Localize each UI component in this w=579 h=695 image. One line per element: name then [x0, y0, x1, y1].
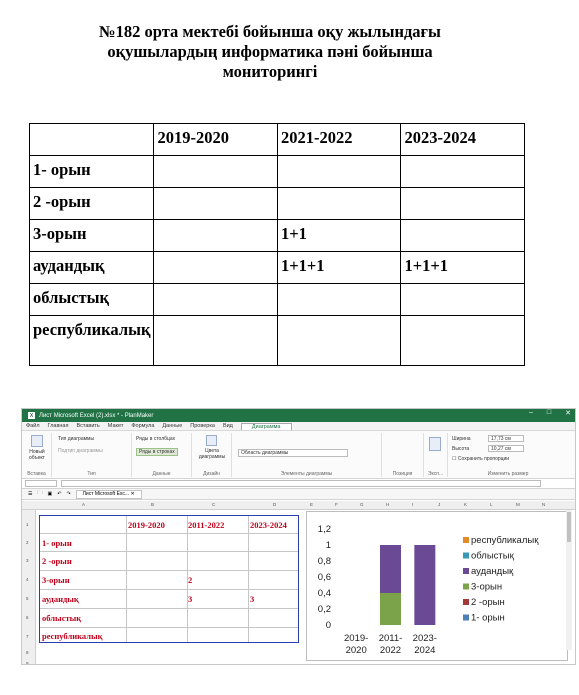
row-header[interactable]: 2: [26, 540, 29, 545]
legend-label: 2 -орын: [471, 597, 505, 608]
width-input[interactable]: 17,73 см: [488, 435, 524, 442]
cell-header[interactable]: 2011-2022: [188, 520, 225, 530]
rows-in-rows-button[interactable]: Ряды в строках: [136, 448, 178, 456]
table-row: [30, 220, 525, 252]
column-header[interactable]: K: [464, 502, 468, 507]
rows-in-columns-button[interactable]: Ряды в столбцах: [136, 436, 176, 442]
table-header-cell: 2019-2020: [154, 124, 277, 156]
menu-formula[interactable]: Формула: [131, 423, 155, 429]
height-input[interactable]: 10,27 см: [488, 445, 524, 452]
grid-line: [40, 627, 298, 628]
maximize-button[interactable]: □: [546, 409, 552, 416]
redo-icon[interactable]: ↷: [66, 491, 71, 497]
keep-proportions-label: Сохранить пропорции: [457, 456, 510, 462]
menu-chart[interactable]: Диаграмма: [241, 423, 292, 430]
ribbon-group-label: Элементы диаграммы: [280, 471, 333, 477]
table-row: [30, 316, 525, 366]
table-cell: [401, 284, 525, 316]
name-box[interactable]: [25, 480, 57, 487]
scrollbar-thumb[interactable]: [567, 512, 571, 542]
x-tick-label: 2011-: [378, 633, 403, 644]
menu-home[interactable]: Главная: [47, 423, 69, 429]
row-headers: [22, 510, 36, 665]
bar-segment: [380, 545, 401, 593]
row-label: аудандық: [30, 252, 154, 284]
column-header[interactable]: H: [386, 502, 390, 507]
legend-label: аудандық: [471, 566, 514, 577]
window-title: Лист Microsoft Excel (2).xlsx * - PlanMaker: [39, 412, 154, 419]
menu-layout[interactable]: Макет: [107, 423, 124, 429]
column-header[interactable]: I: [412, 502, 414, 507]
export-icon[interactable]: [429, 437, 441, 451]
y-tick-label: 0,4: [317, 588, 331, 599]
menu-file[interactable]: Файл: [26, 423, 40, 429]
ribbon-group-label: Вставка: [27, 471, 46, 477]
ribbon-group-chart-elements: [232, 433, 382, 477]
table-cell: [277, 284, 401, 316]
cell-value[interactable]: 3: [250, 594, 255, 604]
ribbon-group-position: [382, 433, 424, 477]
title-line-3: мониторингі: [222, 62, 318, 81]
table-cell: [277, 316, 401, 366]
table-cell: [277, 188, 401, 220]
document-tab[interactable]: Лист Microsoft Exc... ✕: [76, 490, 142, 499]
column-header[interactable]: J: [438, 502, 441, 507]
table-cell: 1+1+1: [401, 252, 525, 284]
table-header-row: [30, 124, 525, 156]
cell-row-label[interactable]: 3-орын: [42, 575, 70, 585]
column-header[interactable]: A: [82, 502, 86, 507]
row-header[interactable]: 6: [26, 615, 29, 620]
monitoring-table: [29, 123, 525, 366]
legend-swatch: [463, 568, 469, 574]
data-range[interactable]: [39, 515, 299, 643]
legend-swatch: [463, 615, 469, 621]
chart-colors-icon[interactable]: [206, 435, 217, 446]
row-header[interactable]: 4: [26, 577, 29, 582]
column-header[interactable]: F: [335, 502, 338, 507]
column-header[interactable]: G: [360, 502, 364, 507]
row-label: республикалық: [30, 316, 154, 366]
folder-icon[interactable]: 🗀: [37, 490, 43, 496]
width-label: Ширина: [452, 436, 471, 442]
x-tick-label: 2024: [414, 645, 436, 656]
legend-label: республикалық: [471, 535, 539, 546]
row-label: 1- орын: [30, 156, 154, 188]
y-tick-label: 0,6: [317, 572, 331, 583]
menu-data[interactable]: Данные: [162, 423, 183, 429]
cell-value[interactable]: 3: [188, 594, 193, 604]
table-cell: [401, 316, 525, 366]
grid-line: [126, 516, 127, 642]
window-titlebar: [22, 409, 575, 422]
cell-row-label[interactable]: аудандық: [42, 594, 79, 604]
ribbon: [22, 431, 575, 479]
table-cell: [154, 284, 277, 316]
title-line-2: оқушылардың информатика пәні бойынша: [107, 42, 433, 61]
table-row: [30, 156, 525, 188]
stacked-bar-chart: [307, 512, 569, 662]
menu-icon[interactable]: ☰: [28, 491, 33, 497]
grid-line: [40, 570, 298, 571]
save-icon[interactable]: ▣: [47, 491, 53, 497]
x-tick-label: 2022: [379, 645, 402, 656]
table-cell: 1+1+1: [277, 252, 401, 284]
column-header[interactable]: D: [273, 502, 277, 507]
ribbon-group-type: [52, 433, 132, 477]
table-header-cell: 2021-2022: [277, 124, 401, 156]
legend-swatch: [463, 537, 469, 543]
window-controls: [529, 409, 571, 417]
cell-header[interactable]: 2023-2024: [250, 520, 287, 530]
x-tick-label: 2020: [345, 645, 367, 656]
column-header[interactable]: M: [516, 502, 520, 507]
x-tick-label: 2019-: [344, 633, 369, 644]
column-header[interactable]: B: [151, 502, 155, 507]
title-line-1: №182 орта мектебі бойынша оқу жылындағы: [99, 22, 441, 41]
chart-colors-button[interactable]: Цвета диаграммы: [198, 448, 226, 460]
table-cell: [277, 156, 401, 188]
y-tick-label: 0,2: [317, 604, 331, 615]
table-cell: [154, 188, 277, 220]
ribbon-group-label: Эксп...: [427, 471, 444, 477]
table-row: [30, 188, 525, 220]
legend-swatch: [463, 584, 469, 590]
ribbon-group-label: Тип: [87, 471, 96, 477]
grid-line: [40, 608, 298, 609]
ribbon-group-label: Дизайн: [203, 471, 220, 477]
legend-swatch: [463, 553, 469, 559]
row-header[interactable]: 3: [26, 558, 29, 563]
row-label: 2 -орын: [30, 188, 154, 220]
table-cell: [154, 220, 277, 252]
column-header[interactable]: N: [542, 502, 546, 507]
row-header[interactable]: 5: [26, 596, 29, 601]
y-tick-label: 0,8: [317, 556, 331, 567]
y-tick-label: 0: [325, 620, 331, 631]
bar-segment: [380, 593, 401, 625]
table-header-cell: [30, 124, 154, 156]
ribbon-group-data: [132, 433, 192, 477]
menu-view[interactable]: Вид: [222, 423, 233, 429]
legend-label: 3-орын: [471, 581, 503, 593]
document-tab-bar: [22, 489, 575, 500]
ribbon-group-export: [424, 433, 448, 477]
menu-review[interactable]: Проверка: [190, 423, 215, 429]
row-header[interactable]: 9: [26, 661, 29, 665]
grid-line: [248, 516, 249, 642]
grid-line: [40, 589, 298, 590]
ribbon-group-label: Изменить размер: [487, 471, 529, 477]
y-tick-label: 1,2: [317, 524, 331, 535]
menu-insert[interactable]: Вставить: [76, 423, 100, 429]
x-tick-label: 2023-: [412, 633, 437, 644]
chart-subtype-button[interactable]: Подтип диаграммы: [58, 448, 103, 454]
bar-segment: [414, 545, 435, 625]
formula-bar: [22, 479, 575, 489]
grid-line: [40, 551, 298, 552]
legend-swatch: [463, 599, 469, 605]
cell-row-label[interactable]: облыстық: [42, 613, 82, 623]
table-cell: [154, 156, 277, 188]
ribbon-group-insert: [22, 433, 52, 477]
table-cell: [401, 156, 525, 188]
formula-input[interactable]: [61, 480, 541, 487]
cell-row-label[interactable]: 1- орын: [42, 538, 72, 548]
row-label: облыстық: [30, 284, 154, 316]
new-object-button[interactable]: Новый объект: [29, 449, 45, 461]
vertical-scrollbar[interactable]: [566, 510, 572, 650]
row-label: 3-орын: [30, 220, 154, 252]
cell-row-label[interactable]: республикалық: [42, 631, 103, 641]
keep-proportions-checkbox[interactable]: ☐ Сохранить пропорции: [452, 456, 510, 462]
table-cell: [154, 316, 277, 366]
row-header[interactable]: 1: [26, 522, 29, 527]
height-label: Высота: [452, 446, 470, 452]
cell-header[interactable]: 2019-2020: [128, 520, 165, 530]
chart-type-button[interactable]: Тип диаграммы: [58, 436, 95, 442]
chart-object[interactable]: [306, 511, 568, 661]
close-button[interactable]: ✕: [565, 410, 571, 417]
table-cell: 1+1: [277, 220, 401, 252]
y-tick-label: 1: [325, 540, 331, 551]
spreadsheet-app-icon: X: [29, 412, 34, 419]
table-cell: [401, 220, 525, 252]
column-header[interactable]: E: [310, 502, 314, 507]
ribbon-group-label: Данные: [152, 471, 171, 477]
column-header[interactable]: L: [490, 502, 493, 507]
legend-label: 1- орын: [471, 612, 505, 624]
ribbon-group-resize: [448, 433, 568, 477]
legend-label: облыстық: [471, 550, 514, 562]
table-header-cell: 2023-2024: [401, 124, 525, 156]
document-title: [60, 22, 480, 82]
ribbon-group-label: Позиция: [392, 471, 413, 477]
undo-icon[interactable]: ↶: [57, 491, 62, 497]
spreadsheet-screenshot: [21, 408, 576, 665]
table-cell: [154, 252, 277, 284]
row-header[interactable]: 8: [26, 650, 29, 655]
table-row: [30, 252, 525, 284]
ribbon-group-design: [192, 433, 232, 477]
row-header[interactable]: 7: [26, 634, 29, 639]
column-headers: [22, 501, 576, 510]
grid-line: [40, 533, 298, 534]
minimize-button[interactable]: –: [528, 409, 533, 416]
cell-value[interactable]: 2: [188, 575, 193, 585]
cell-row-label[interactable]: 2 -орын: [42, 556, 72, 566]
table-row: [30, 284, 525, 316]
column-header[interactable]: C: [212, 502, 216, 507]
table-cell: [401, 188, 525, 220]
chart-element-select[interactable]: Область диаграммы: [238, 449, 348, 457]
new-object-icon[interactable]: [31, 435, 43, 447]
menu-bar: [22, 422, 575, 431]
